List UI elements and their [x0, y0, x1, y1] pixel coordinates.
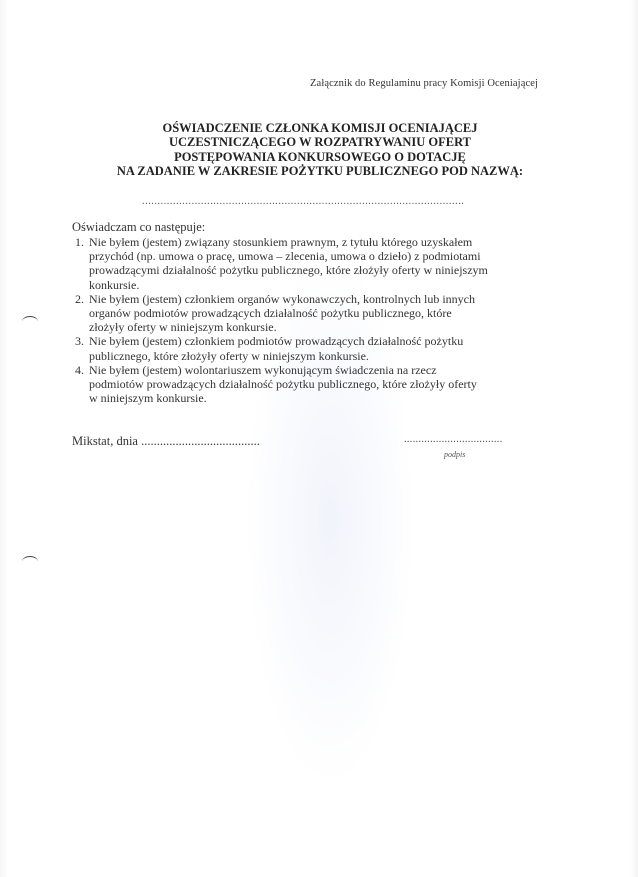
item-line: organów podmiotów prowadzących działalność pożytku publicznego, które: [89, 306, 452, 321]
item-text: [89, 363, 477, 406]
title-line: POSTĘPOWANIA KONKURSOWEGO O DOTACJĘ: [174, 149, 466, 164]
task-name-blank: ........................................................................................................: [142, 196, 465, 207]
item-text: [89, 235, 488, 292]
intro-text: Oświadczam co następuje:: [72, 220, 206, 234]
item-line: Nie byłem (jestem) członkiem organów wykonawczych, kontrolnych lub innych: [89, 291, 476, 306]
punch-hole-mark: [22, 556, 38, 567]
item-line: złożyły oferty w niniejszym konkursie.: [89, 320, 277, 335]
item-line: w niniejszym konkursie.: [89, 391, 207, 406]
item-line: podmiotów prowadzących działalność pożytku publicznego, które złożyły oferty: [89, 377, 477, 392]
item-text: [89, 292, 475, 335]
title-line: NA ZADANIE W ZAKRESIE POŻYTKU PUBLICZNEGO POD NAZWĄ:: [116, 163, 524, 178]
title-line: UCZESTNICZĄCEGO W ROZPATRYWANIU OFERT: [168, 135, 472, 150]
punch-hole-mark: [22, 316, 38, 327]
item-line: Nie byłem (jestem) związany stosunkiem prawnym, z tytułu którego uzyskałem: [89, 235, 473, 249]
item-line: przychód (np. umowa o pracę, umowa – zlecenia, umowa o dzieło) z podmiotami: [89, 249, 481, 264]
place-date-field: Mikstat, dnia ......................................: [72, 434, 260, 448]
list-item: [75, 292, 535, 335]
item-number: 2.: [75, 291, 84, 306]
item-number: 3.: [75, 334, 84, 349]
list-item: [75, 334, 535, 362]
declaration-title: [100, 121, 540, 178]
item-number: 4.: [75, 362, 84, 377]
list-item: [75, 235, 535, 292]
item-line: konkursie.: [89, 277, 140, 292]
item-line: publicznego, które złożyły oferty w niniejszym konkursie.: [89, 348, 369, 363]
list-item: [75, 363, 535, 406]
item-line: Nie byłem (jestem) wolontariuszem wykonującym świadczenia na rzecz: [89, 362, 437, 377]
item-line: prowadzącymi działalność pożytku publicznego, które złożyły oferty w niniejszym: [89, 263, 488, 278]
item-number: 1.: [75, 235, 84, 249]
title-line: OŚWIADCZENIE CZŁONKA KOMISJI OCENIAJĄCEJ: [162, 121, 478, 135]
declaration-list: [75, 235, 535, 405]
item-line: Nie byłem (jestem) członkiem podmiotów prowadzących działalność pożytku: [89, 334, 464, 349]
annex-note: Załącznik do Regulaminu pracy Komisji Oceniającej: [310, 78, 538, 89]
signature-caption: podpis: [444, 450, 466, 459]
signature-line: ..................................: [404, 434, 503, 445]
item-text: [89, 334, 463, 362]
